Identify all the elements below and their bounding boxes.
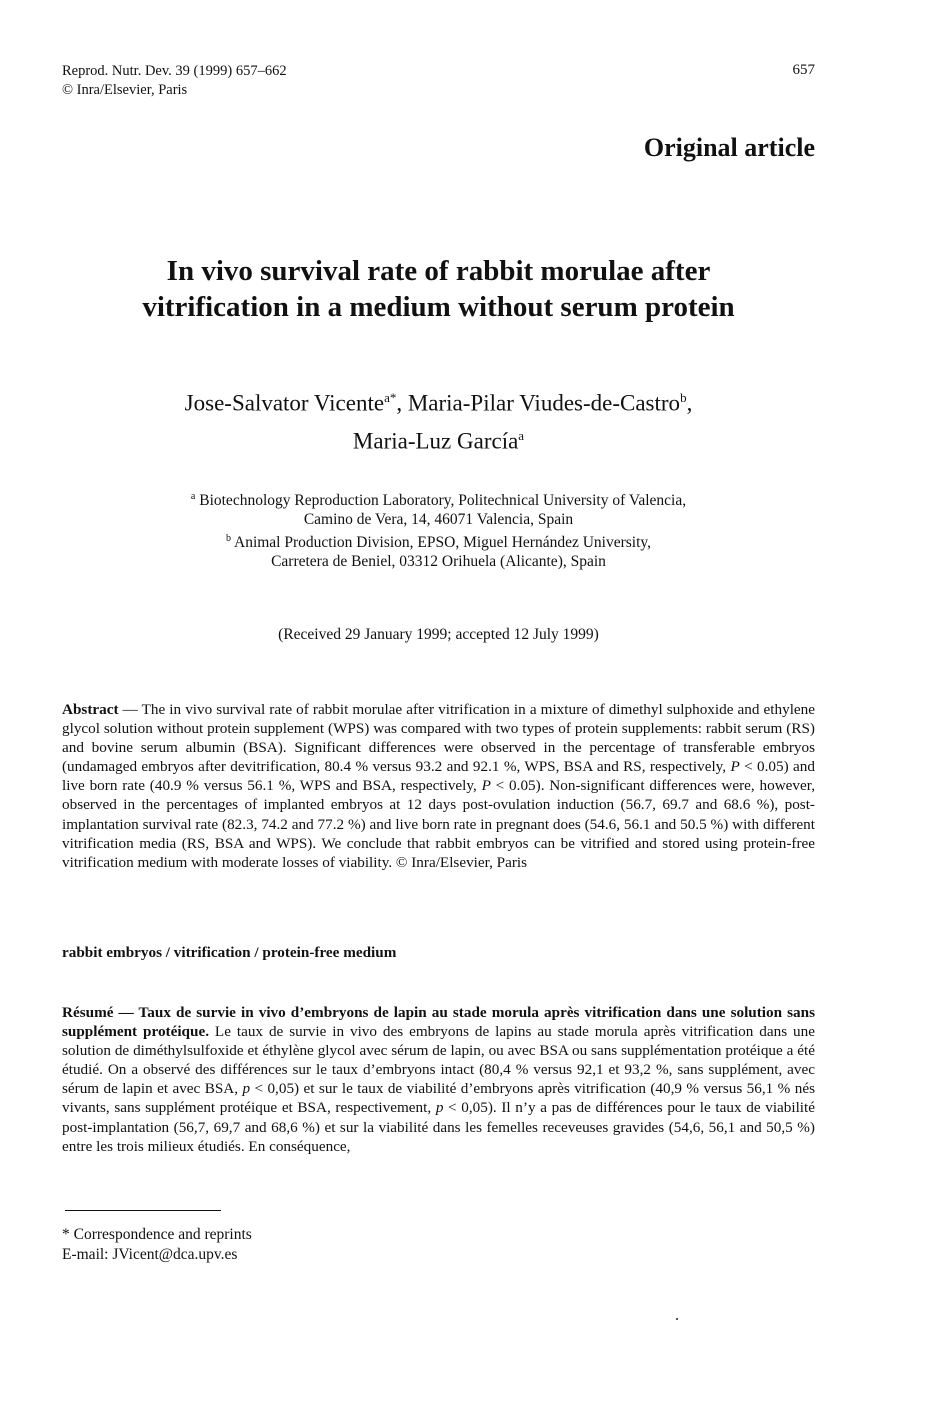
abstract-p-symbol-1: P — [730, 758, 740, 776]
title-line-2: vitrification in a medium without serum protein — [142, 291, 735, 323]
author-line-1: Jose-Salvator Vicente$^{a*}$, Maria-Pilar Viudes-de-Castro$^b$, — [184, 390, 693, 416]
page-number: 657 — [792, 62, 815, 78]
resume-p-symbol-2: p — [435, 1099, 444, 1117]
keywords: rabbit embryos / vitrification / protein-free medium — [62, 944, 397, 961]
affiliation-a-marker: a — [190, 491, 196, 502]
affiliation-b-line-2: Carretera de Beniel, 03312 Orihuela (Alicante), Spain — [271, 553, 606, 571]
abstract-text-3: < 0.05). Non-significant differences were, however, observed in the percentages of implanted embryos at 12 days post-ovulation induction (56.7, 69.7 and 68.6 %), post-implantation survival rate (82.3, 74.2 and 77.2 %) and live born rate in pregnant does (54.6, 56.1 and 50.5 %) with different vitrification media (RS, BSA and WPS). We conclude that rabbit embryos can be vitrified and stored using protein-free vitrification medium with moderate losses of viability. © Inra/Elsevier, Paris — [62, 777, 815, 871]
resume-text-1: Le taux de survie in vivo des embryons de lapins au stade morula après vitrification dans une solution de diméthylsulfoxide et éthylène glycol avec sérum de lapin, ou avec BSA ou sans supplémentation protéique a été étudié. On a observé des différences sur le taux d’embryons intact (80,4 % versus 92,1 et 93,2 %, sans supplément, avec sérum de lapin et avec BSA, — [62, 1023, 815, 1098]
affiliation-b-line-1 — [62, 529, 815, 552]
author-list — [62, 382, 815, 457]
resume-text-2: < 0,05) et sur le taux de viabilité d’embryons après vitrification (40,9 % versus 56,1 % nés vivants, sans supplément protéique et BSA, respectivement, — [62, 1080, 816, 1117]
author-2-name: Maria-Pilar Viudes-de-Castro — [407, 390, 681, 416]
footnote-correspondence: * Correspondence and reprints — [62, 1226, 252, 1243]
stray-dot — [676, 1318, 678, 1320]
received-dates: (Received 29 January 1999; accepted 12 July 1999) — [278, 626, 599, 643]
footnote — [62, 1225, 252, 1265]
author-3-marker: a — [518, 427, 525, 443]
resume-text-3: < 0,05). Il n’y a pas de différences pour le taux de viabilité post-implantation (56,7, 69,7 and 68,6 %) et sur la viabilité dans les femelles receveuses gravides (54,6, 56,1 and 50,5 %) entre les trois milieux étudiés. En conséquence, — [62, 1099, 815, 1155]
affiliation-a-line-2: Camino de Vera, 14, 46071 Valencia, Spain — [303, 511, 574, 529]
abstract-text-1: The in vivo survival rate of rabbit morulae after vitrification in a mixture of dimethyl sulphoxide and ethylene glycol solution without protein supplement (WPS) was compared with two types of protein supplements: rabbit serum (RS) and bovine serum albumin (BSA). Significant differences were observed in the percentage of transferable embryos (undamaged embryos after devitrification, 80.4 % versus 93.2 and 92.1 %, WPS, BSA and RS, respectively, — [62, 701, 815, 776]
author-1-name: Jose-Salvator Vicente — [184, 390, 385, 416]
footnote-email: E-mail: JVicent@dca.upv.es — [62, 1246, 238, 1263]
affiliation-b-marker: b — [225, 533, 231, 545]
publisher-line: © Inra/Elsevier, Paris — [62, 82, 188, 98]
affiliations — [62, 487, 815, 571]
author-3-name: Maria-Luz García — [352, 428, 519, 454]
affiliation-a-text: Biotechnology Reproduction Laboratory, Politechnical University of Valencia, — [199, 492, 687, 510]
resume-title: Taux de survie in vivo d’embryons de lapin au stade morula après vitrification dans une solution sans supplément protéique. — [62, 1004, 815, 1041]
abstract-dash: — — [118, 701, 142, 718]
article-title — [62, 253, 815, 325]
abstract-text-2: < 0.05) and live born rate (40.9 % versus 56.1 %, WPS and BSA, respectively, — [62, 758, 815, 795]
resume-label: Résumé — [62, 1004, 114, 1021]
title-line-1: In vivo survival rate of rabbit morulae after — [166, 255, 711, 287]
abstract-label: Abstract — [62, 701, 119, 718]
article-type-heading: Original article — [643, 133, 815, 162]
journal-citation: Reprod. Nutr. Dev. 39 (1999) 657–662 — [62, 63, 287, 79]
resume-paragraph — [62, 1003, 815, 1156]
resume-dash: — — [113, 1004, 139, 1021]
author-line-2 — [62, 420, 815, 458]
affiliation-b-text: Animal Production Division, EPSO, Miguel Hernández University, — [234, 534, 652, 552]
author-2-marker: b — [680, 390, 687, 405]
author-1-marker: a* — [384, 390, 397, 405]
resume-p-symbol-1: p — [242, 1080, 251, 1098]
footnote-divider — [65, 1210, 221, 1211]
affiliation-a-line-1 — [62, 487, 815, 510]
abstract-paragraph — [62, 700, 815, 872]
abstract-p-symbol-2: P — [481, 777, 491, 795]
